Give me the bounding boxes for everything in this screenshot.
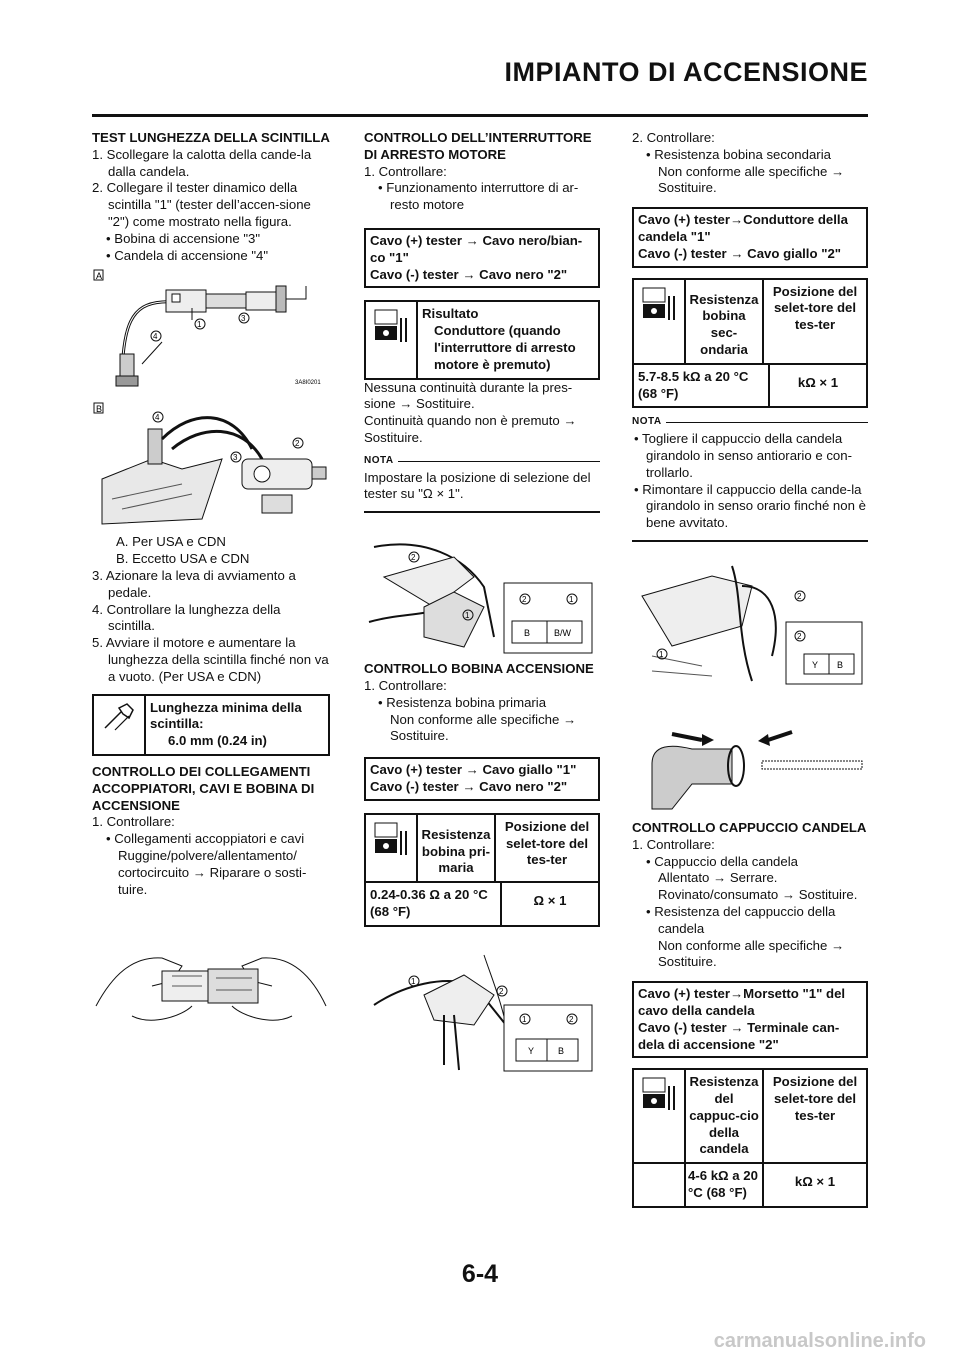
coil-step-1: 1. Controllare: [364, 677, 447, 693]
coil-lead-plus: Cavo (+) tester → Cavo giallo "1" [370, 762, 577, 778]
svg-text:1: 1 [197, 320, 202, 330]
figure-label-a: A [96, 271, 103, 282]
result-box-switch [364, 300, 600, 379]
tester-lead-box-switch [364, 228, 600, 288]
grid-value-position: kΩ × 1 [794, 1174, 836, 1190]
grid-value-position: kΩ × 1 [797, 374, 839, 390]
grid-header-position: Posizione del selet-tore del tes-ter [772, 1074, 858, 1123]
cap-lead-plus: Cavo (+) tester→Morsetto "1" del cavo della candela [638, 986, 846, 1018]
figure-code: 3A8I0201 [295, 380, 321, 387]
svg-text:1: 1 [569, 595, 574, 605]
section-heading-stop-switch: CONTROLLO DELL’INTERRUTTORE DI ARRESTO MOTORE [364, 130, 592, 162]
figure-spark-tester-b [92, 399, 330, 534]
step-2: 2. Collegare il tester dinamico della scintilla "1" (tester dell’accen-sione "2") come mostrato nella figura. [92, 180, 311, 229]
tester-lead-plus: Cavo (+) tester → Cavo nero/bian-co "1" [370, 232, 583, 265]
section-heading-plug-cap: CONTROLLO CAPPUCCIO CANDELA [632, 819, 867, 835]
step-5: 5. Avviare il motore e aumentare la lunghezza della scintilla finché non va a vuoto. (Per USA e CDN) [92, 635, 329, 684]
note-rule [364, 511, 600, 513]
section-heading-coil: CONTROLLO BOBINA ACCENSIONE [364, 661, 594, 677]
column-3 [632, 130, 868, 1208]
step-3: 3. Azionare la leva di avviamento a pedale. [92, 567, 296, 600]
cap-step-1: 1. Controllare: [632, 836, 715, 852]
note-bullet-2: • Rimontare il cappuccio della cande-la girandolo in senso orario finché non è bene avvitato. [634, 481, 866, 531]
watermark: carmanualsonline.info [713, 1330, 926, 1352]
grid-header-position: Posizione del selet-tore del tes-ter [772, 283, 858, 333]
secondary-lead-plus: Cavo (+) tester→Conduttore della candela "1" [638, 212, 848, 244]
grid-header-resistance: Resistenza del cappuc-cio della candela [686, 1070, 764, 1162]
figure-coil-secondary [632, 556, 868, 688]
coil-secondary-bullet: • Resistenza bobina secondaria [646, 146, 831, 162]
bullet-coil: • Bobina di accensione "3" [106, 230, 261, 246]
svg-text:Y: Y [528, 1045, 535, 1056]
svg-text:1: 1 [522, 1014, 527, 1024]
cap-bullet-2: • Resistenza del cappuccio della candela [646, 903, 836, 936]
svg-text:B: B [837, 659, 844, 670]
bullet-plug: • Candela di accensione "4" [106, 247, 269, 263]
secondary-lead-minus: Cavo (-) tester → Cavo giallo "2" [638, 245, 842, 261]
tester-lead-minus: Cavo (-) tester → Cavo nero "2" [370, 266, 568, 282]
svg-text:2: 2 [569, 1014, 574, 1024]
note-text: Impostare la posizione di selezione del tester su "Ω × 1". [364, 469, 591, 502]
spec-value: 6.0 mm (0.24 in) [168, 733, 267, 749]
grid-header-resistance: Resistenza bobina sec-ondaria [686, 280, 764, 363]
coil-secondary-sub: Non conforme alle specifiche → Sostituire. [658, 163, 845, 196]
grid-value-resistance: 5.7-8.5 kΩ a 20 °C (68 °F) [634, 365, 770, 407]
svg-text:1: 1 [465, 611, 470, 621]
svg-text:2: 2 [411, 553, 416, 563]
result-value: Conduttore (quando l'interruttore di arresto motore è premuto) [434, 323, 576, 372]
multimeter-icon [366, 815, 418, 881]
spec-grid-primary [364, 813, 600, 927]
cap-bullet-1: • Cappuccio della candela [646, 853, 798, 869]
section-heading-couplers: CONTROLLO DEI COLLEGAMENTI ACCOPPIATORI, CAVI E BOBINA DI ACCENSIONE [92, 763, 315, 813]
svg-text:B/W: B/W [554, 628, 571, 639]
figure-label-b: B [96, 404, 103, 415]
tester-lead-box-coil-secondary [632, 207, 868, 267]
coil-sub: Non conforme alle specifiche → Sostituire. [390, 711, 577, 744]
tester-lead-box-coil-primary [364, 757, 600, 801]
step-1: 1. Scollegare la calotta della cande-la dalla candela. [92, 146, 312, 179]
svg-text:4: 4 [153, 332, 158, 342]
coil-step-2: 2. Controllare: [632, 130, 715, 145]
spec-grid-plug-cap [632, 1068, 868, 1208]
legend-b: B. Eccetto USA e CDN [116, 551, 250, 567]
coil-lead-minus: Cavo (-) tester → Cavo nero "2" [370, 778, 568, 794]
svg-text:2: 2 [797, 631, 802, 641]
figure-stop-switch [364, 527, 600, 657]
note-heading: NOTA [364, 453, 600, 470]
svg-text:1: 1 [411, 976, 416, 986]
switch-text-1: Nessuna continuità durante la pres-sione → Sostituire. [364, 379, 573, 412]
spec-grid-secondary [632, 278, 868, 409]
svg-text:2: 2 [499, 986, 504, 996]
couplers-bullet: • Collegamenti accoppiatori e cavi Ruggine/polvere/allentamento/ cortocircuito → Riparare o sosti-tuire. [106, 831, 307, 897]
note-bullet-1: • Togliere il cappuccio della candela girandolo in senso antiorario e con-trollarlo. [634, 431, 852, 480]
svg-text:B: B [558, 1045, 565, 1056]
svg-text:2: 2 [522, 595, 527, 605]
grid-value-resistance: 4-6 kΩ a 20 °C (68 °F) [686, 1164, 764, 1206]
column-2 [364, 130, 600, 1075]
figure-coil-primary [364, 945, 600, 1075]
svg-text:2: 2 [295, 439, 300, 449]
result-title: Risultato [422, 306, 479, 322]
coil-bullet: • Resistenza bobina primaria [378, 694, 547, 710]
grid-header-position: Posizione del selet-tore del tes-ter [504, 818, 590, 868]
figure-spark-tester-a [92, 264, 330, 399]
svg-text:3: 3 [241, 314, 246, 324]
note-rule [632, 540, 868, 542]
spec-box-spark-length [92, 694, 330, 756]
grid-value-position: Ω × 1 [533, 893, 567, 909]
switch-step-1: 1. Controllare: [364, 163, 447, 179]
spec-title: Lunghezza minima della scintilla: [150, 699, 302, 732]
svg-text:3: 3 [233, 453, 238, 463]
svg-text:1: 1 [659, 649, 664, 659]
switch-bullet: • Funzionamento interruttore di ar-resto motore [378, 180, 579, 213]
grid-value-resistance: 0.24-0.36 Ω a 20 °C (68 °F) [366, 883, 502, 925]
multimeter-icon [366, 302, 418, 377]
page-title: IMPIANTO DI ACCENSIONE [504, 57, 868, 87]
step-4: 4. Controllare la lunghezza della scintilla. [92, 601, 281, 634]
couplers-step-1: 1. Controllare: [92, 814, 175, 830]
switch-text-2: Continuità quando non è premuto → Sostituire. [364, 413, 577, 445]
svg-text:B: B [524, 628, 531, 639]
grid-header-resistance: Resistenza bobina pri-maria [418, 815, 496, 881]
multimeter-icon [634, 280, 686, 363]
cap-sub-1: Allentato → Serrare. [658, 870, 778, 886]
multimeter-icon [634, 1070, 686, 1162]
figure-plug-cap [632, 704, 868, 814]
svg-text:2: 2 [797, 591, 802, 601]
cap-lead-minus: Cavo (-) tester → Terminale can-dela di accensione "2" [638, 1019, 840, 1052]
column-1 [92, 130, 330, 1036]
svg-text:Y: Y [812, 659, 819, 670]
cap-sub-2: Rovinato/consumato → Sostituire. [658, 887, 858, 903]
tester-lead-box-plug-cap [632, 981, 868, 1058]
note-heading: NOTA [632, 414, 868, 431]
legend-a: A. Per USA e CDN [116, 534, 226, 550]
page-number: 6-4 [461, 1260, 499, 1288]
cap-sub-3: Non conforme alle specifiche → Sostituire. [658, 937, 845, 970]
svg-text:4: 4 [155, 413, 160, 423]
wrench-icon [94, 696, 146, 754]
header-rule [92, 114, 868, 117]
figure-coupler-hands [92, 936, 330, 1036]
section-heading-spark-test: TEST LUNGHEZZA DELLA SCINTILLA [92, 130, 330, 145]
